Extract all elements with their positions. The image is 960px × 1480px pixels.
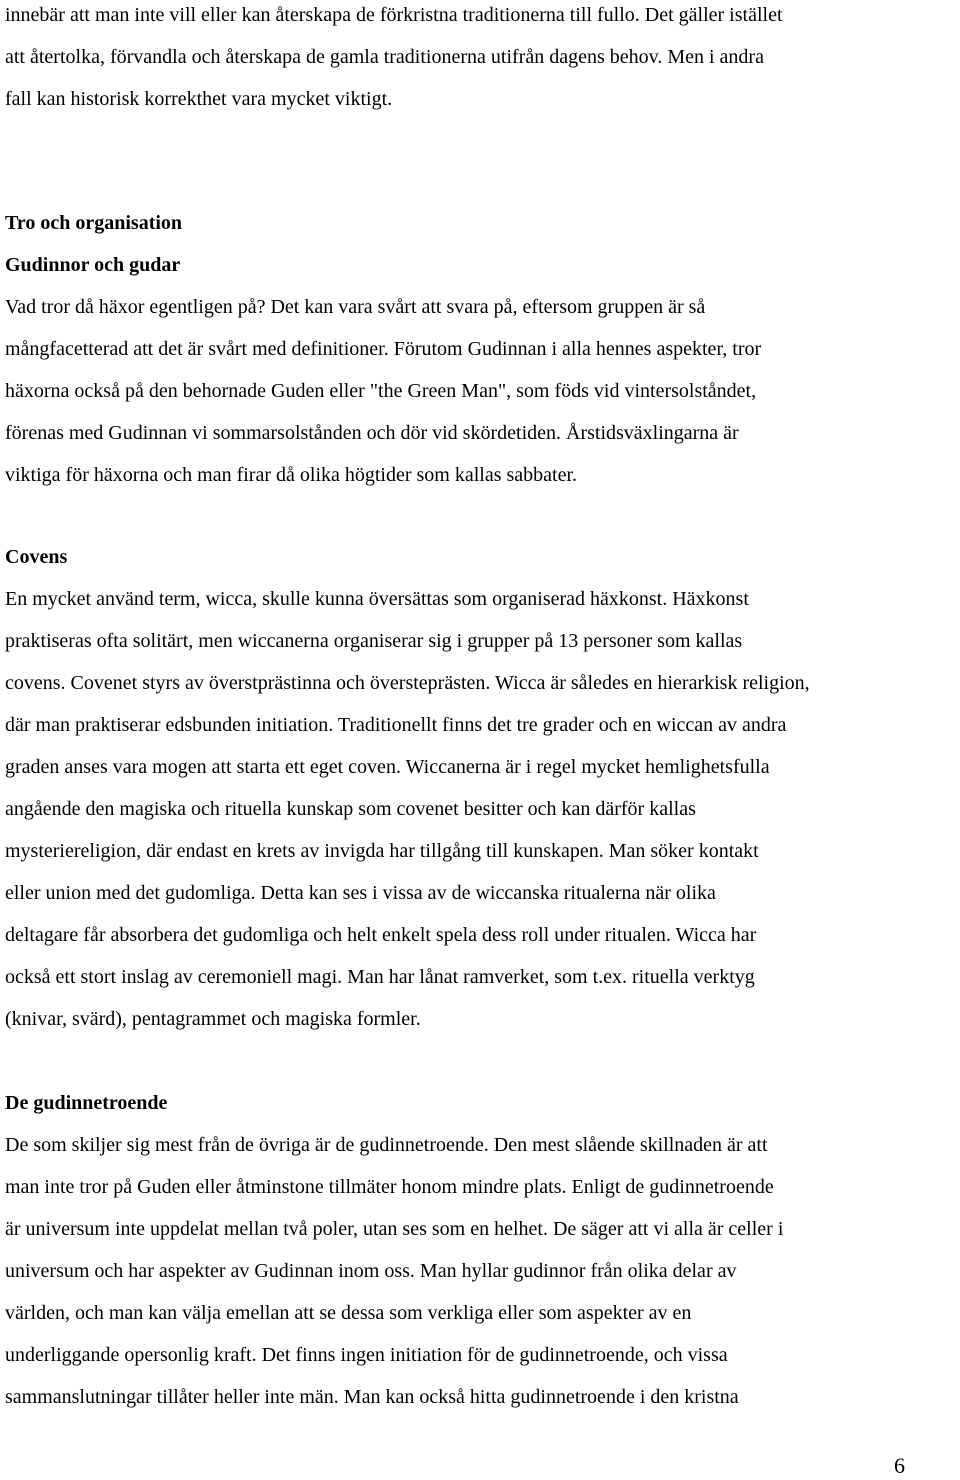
text-line: covens. Covenet styrs av överstprästinna och översteprästen. Wicca är således en hierarkisk religion, bbox=[5, 672, 810, 694]
text-line: världen, och man kan välja emellan att se dessa som verkliga eller som aspekter av en bbox=[5, 1302, 692, 1324]
text-line: angående den magiska och rituella kunskap som covenet besitter och kan därför kallas bbox=[5, 798, 696, 820]
text-line: De som skiljer sig mest från de övriga är de gudinnetroende. Den mest slående skillnaden är att bbox=[5, 1134, 768, 1156]
text-line: innebär att man inte vill eller kan återskapa de förkristna traditionerna till fullo. Det gäller istället bbox=[5, 4, 783, 26]
text-line: praktiseras ofta solitärt, men wiccanerna organiserar sig i grupper på 13 personer som kallas bbox=[5, 630, 743, 652]
text-line: En mycket använd term, wicca, skulle kunna översättas som organiserad häxkonst. Häxkonst bbox=[5, 588, 749, 610]
subsection-heading: Gudinnor och gudar bbox=[5, 254, 181, 276]
text-line: är universum inte uppdelat mellan två poler, utan ses som en helhet. De säger att vi alla är celler i bbox=[5, 1218, 784, 1240]
text-line: deltagare får absorbera det gudomliga och helt enkelt spela dess roll under ritualen. Wicca har bbox=[5, 924, 757, 946]
text-line: mångfacetterad att det är svårt med definitioner. Förutom Gudinnan i alla hennes aspekter, tror bbox=[5, 338, 762, 360]
text-line: man inte tror på Guden eller åtminstone tillmäter honom mindre plats. Enligt de gudinnetroende bbox=[5, 1176, 774, 1198]
text-line: mysteriereligion, där endast en krets av invigda har tillgång till kunskapen. Man söker kontakt bbox=[5, 840, 759, 862]
text-line: eller union med det gudomliga. Detta kan ses i vissa av de wiccanska ritualerna när olika bbox=[5, 882, 716, 904]
text-line: förenas med Gudinnan vi sommarsolstånden och dör vid skördetiden. Årstidsväxlingarna är bbox=[5, 422, 739, 444]
text-line: där man praktiserar edsbunden initiation. Traditionellt finns det tre grader och en wiccan av andra bbox=[5, 714, 787, 736]
section-tro-och-organisation bbox=[5, 202, 955, 496]
text-line: sammanslutningar tillåter heller inte män. Man kan också hitta gudinnetroende i den kristna bbox=[5, 1386, 739, 1408]
section-covens bbox=[5, 536, 955, 1040]
page-number: 6 bbox=[894, 1453, 905, 1478]
text-line: häxorna också på den behornade Guden eller "the Green Man", som föds vid vintersolståndet, bbox=[5, 380, 757, 402]
section-de-gudinnetroende bbox=[5, 1082, 955, 1418]
section-heading: Covens bbox=[5, 546, 68, 568]
text-line: graden anses vara mogen att starta ett eget coven. Wiccanerna är i regel mycket hemlighetsfulla bbox=[5, 756, 770, 778]
text-line: (knivar, svärd), pentagrammet och magiska formler. bbox=[5, 1008, 421, 1030]
text-line: fall kan historisk korrekthet vara mycket viktigt. bbox=[5, 88, 393, 110]
section-heading: De gudinnetroende bbox=[5, 1092, 168, 1114]
text-line: Vad tror då häxor egentligen på? Det kan vara svårt att svara på, eftersom gruppen är så bbox=[5, 296, 706, 318]
intro-paragraph bbox=[5, 0, 955, 120]
text-line: universum och har aspekter av Gudinnan inom oss. Man hyllar gudinnor från olika delar av bbox=[5, 1260, 737, 1282]
text-line: också ett stort inslag av ceremoniell magi. Man har lånat ramverket, som t.ex. rituella verktyg bbox=[5, 966, 755, 988]
document-page bbox=[5, 0, 955, 1418]
text-line: att återtolka, förvandla och återskapa de gamla traditionerna utifrån dagens behov. Men i andra bbox=[5, 46, 764, 68]
text-line: viktiga för häxorna och man firar då olika högtider som kallas sabbater. bbox=[5, 464, 578, 486]
text-line: underliggande opersonlig kraft. Det finns ingen initiation för de gudinnetroende, och vissa bbox=[5, 1344, 728, 1366]
section-heading: Tro och organisation bbox=[5, 212, 183, 234]
